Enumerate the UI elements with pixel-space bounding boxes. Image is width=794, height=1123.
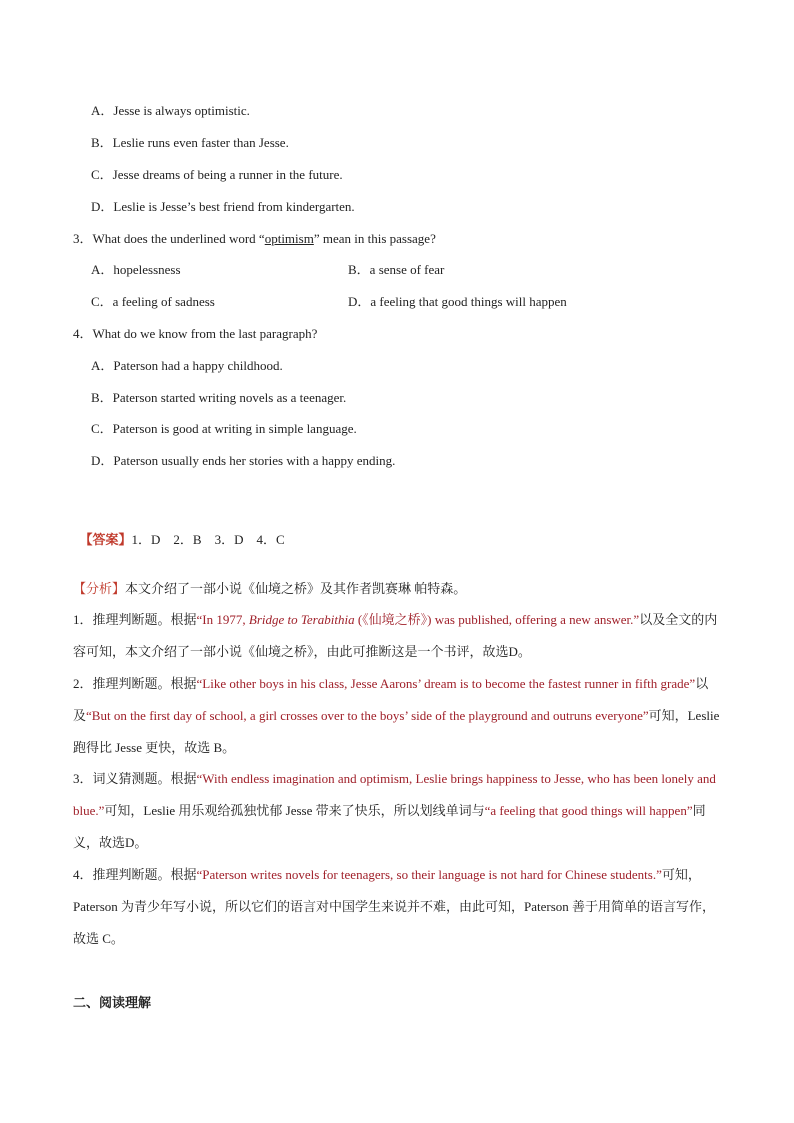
q3-option-c: C．a feeling of sadness <box>91 294 215 309</box>
p3-conclusion: 同义，故选D。 <box>73 803 706 850</box>
p2-lead: 2．推理判断题。根据 <box>73 676 197 691</box>
p2-connector: 以及 <box>73 676 709 723</box>
q2-option-b: B．Leslie runs even faster than Jesse. <box>91 135 289 150</box>
q2-option-c: C．Jesse dreams of being a runner in the future. <box>91 167 343 182</box>
q3-option-b: B．a sense of fear <box>348 262 445 277</box>
q2-option-d: D．Leslie is Jesse’s best friend from kindergarten. <box>91 199 355 214</box>
q2-option-a: A．Jesse is always optimistic. <box>91 103 250 118</box>
q4-option-b: B．Paterson started writing novels as a teenager. <box>91 390 347 405</box>
q4-option-d: D．Paterson usually ends her stories with a happy ending. <box>91 453 396 468</box>
q3-underlined-word: optimism <box>264 231 314 246</box>
p1-quote: “In 1977, Bridge to Terabithia (《仙境之桥》) was published, offering a new answer.” <box>196 612 640 627</box>
book-title: Bridge to Terabithia <box>248 612 355 627</box>
p4-explanation: 可知，Paterson 为青少年写小说，所以它们的语言对中国学生来说并不难，由此可知，Paterson 善于用简单的语言写作，故选 C。 <box>73 867 716 946</box>
q3-option-d: D．a feeling that good things will happen <box>348 294 567 309</box>
p2-quote-1: “Like other boys in his class, Jesse Aarons’ dream is to become the fastest runner in fifth grade” <box>196 676 696 691</box>
section-title: 二、阅读理解 <box>73 995 152 1010</box>
analysis-paragraph-1 <box>73 604 725 668</box>
p4-lead: 4．推理判断题。根据 <box>73 867 197 882</box>
q4-option-a: A．Paterson had a happy childhood. <box>91 358 283 373</box>
analysis-paragraph-4 <box>73 859 725 955</box>
p1-explanation: 以及全文的内容可知，本文介绍了一部小说《仙境之桥》，由此可推断这是一个书评，故选D。 <box>73 612 718 659</box>
answer-label: 【答案】 <box>79 532 132 547</box>
q3-prefix: 3．What does the underlined word “ <box>73 231 265 246</box>
p3-quote: “With endless imagination and optimism, Leslie brings happiness to Jesse, who has been lonely and blue.” <box>73 771 716 818</box>
answer-line <box>73 516 285 548</box>
analysis-intro-line <box>73 581 466 597</box>
analysis-intro: 本文介绍了一部小说《仙境之桥》及其作者凯赛琳 帕特森。 <box>125 581 467 596</box>
q4-question: 4．What do we know from the last paragraph? <box>73 326 318 341</box>
p3-phrase: “a feeling that good things will happen” <box>484 803 693 818</box>
p3-explanation: 可知，Leslie 用乐观给孤独忧郁 Jesse 带来了快乐，所以划线单词与 <box>104 803 485 818</box>
p1-lead: 1．推理判断题。根据 <box>73 612 197 627</box>
p4-quote: “Paterson writes novels for teenagers, so their language is not hard for Chinese students.” <box>196 867 662 882</box>
q3-option-a: A．hopelessness <box>91 262 181 277</box>
answer-text: 1．D 2．B 3．D 4．C <box>131 532 285 547</box>
q4-option-c: C．Paterson is good at writing in simple language. <box>91 421 357 436</box>
p2-quote-2: “But on the first day of school, a girl crosses over to the boys’ side of the playground and outruns everyone” <box>86 708 649 723</box>
p2-explanation: 可知，Leslie 跑得比 Jesse 更快，故选 B。 <box>73 708 720 755</box>
q3-suffix: ” mean in this passage? <box>313 231 436 246</box>
analysis-paragraph-3 <box>73 763 725 859</box>
analysis-paragraph-2 <box>73 668 725 764</box>
q3-question <box>73 231 436 247</box>
analysis-label: 【分析】 <box>73 581 126 596</box>
p3-lead: 3．词义猜测题。根据 <box>73 771 197 786</box>
